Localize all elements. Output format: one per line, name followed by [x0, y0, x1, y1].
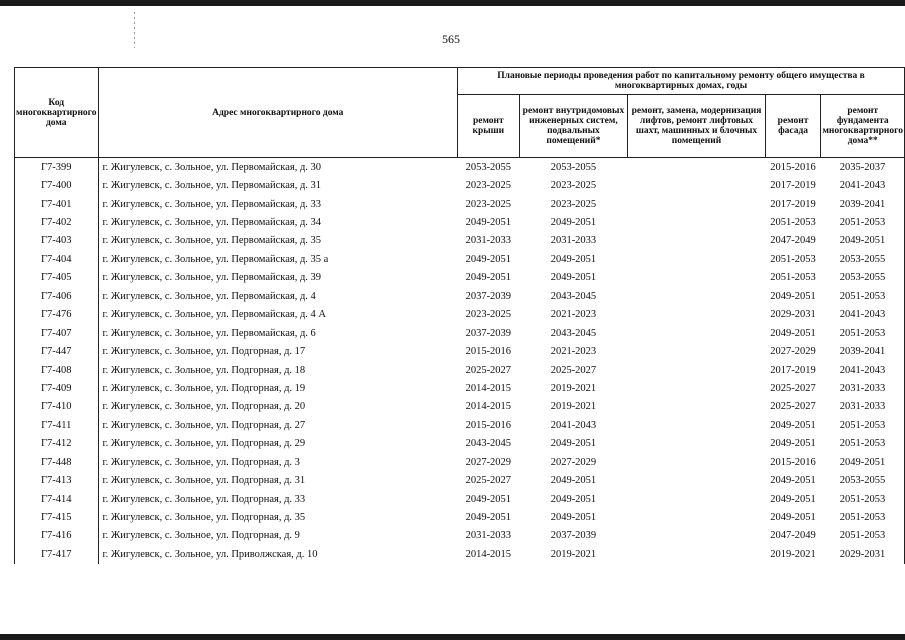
row-facade: 2049-2051	[770, 327, 816, 339]
header-lifts: ремонт, замена, модернизация лифтов, ремонт лифтовых шахт, машинных и блочных помещений	[628, 95, 765, 158]
row-lifts	[628, 176, 765, 194]
row-foundation: 2051-2053	[821, 490, 905, 508]
row-systems: 2019-2021	[550, 382, 597, 394]
table-row	[15, 269, 905, 287]
row-roof: 2023-2025	[465, 309, 512, 321]
row-code: Г7-408	[15, 361, 99, 379]
row-lifts	[628, 287, 765, 305]
row-address: г. Жигулевск, с. Зольное, ул. Подгорная, д. 33	[102, 493, 306, 505]
row-code: Г7-415	[15, 508, 99, 526]
row-foundation: 2049-2051	[821, 453, 905, 471]
row-roof: 2014-2015	[465, 382, 512, 394]
row-roof: 2053-2055	[465, 161, 512, 173]
row-roof: 2043-2045	[465, 438, 512, 450]
row-roof: 2049-2051	[465, 493, 512, 505]
row-systems: 2019-2021	[550, 401, 597, 413]
row-facade: 2025-2027	[770, 382, 816, 394]
row-roof: 2031-2033	[465, 235, 512, 247]
row-systems: 2023-2025	[550, 198, 597, 210]
row-foundation: 2041-2043	[821, 176, 905, 194]
row-code: Г7-401	[15, 195, 99, 213]
table-row	[15, 508, 905, 526]
table-row	[15, 398, 905, 416]
row-lifts	[628, 158, 765, 177]
row-facade: 2047-2049	[770, 530, 816, 542]
row-address: г. Жигулевск, с. Зольное, ул. Подгорная, д. 29	[102, 438, 306, 450]
row-facade: 2049-2051	[770, 419, 816, 431]
page-number: 565	[442, 32, 460, 46]
row-foundation: 2051-2053	[821, 213, 905, 231]
row-lifts	[628, 527, 765, 545]
row-roof: 2014-2015	[465, 401, 512, 413]
table-row	[15, 490, 905, 508]
row-code: Г7-402	[15, 213, 99, 231]
row-code: Г7-403	[15, 232, 99, 250]
row-foundation: 2029-2031	[821, 545, 905, 563]
row-address: г. Жигулевск, с. Зольное, ул. Первомайская, д. 31	[102, 180, 322, 192]
row-address: г. Жигулевск, с. Зольное, ул. Первомайская, д. 33	[102, 198, 322, 210]
row-address: г. Жигулевск, с. Зольное, ул. Первомайская, д. 4 А	[102, 309, 326, 321]
row-foundation: 2031-2033	[821, 398, 905, 416]
row-roof: 2031-2033	[465, 530, 512, 542]
row-systems: 2043-2045	[550, 290, 597, 302]
table-row	[15, 250, 905, 268]
row-address: г. Жигулевск, с. Зольное, ул. Подгорная, д. 31	[102, 475, 306, 487]
row-facade: 2029-2031	[770, 309, 816, 321]
row-facade: 2017-2019	[770, 364, 816, 376]
row-lifts	[628, 213, 765, 231]
scan-artifact-line	[134, 12, 135, 48]
row-foundation: 2041-2043	[821, 306, 905, 324]
row-lifts	[628, 306, 765, 324]
row-foundation: 2035-2037	[821, 158, 905, 177]
row-systems: 2049-2051	[550, 272, 597, 284]
row-systems: 2049-2051	[550, 217, 597, 229]
row-facade: 2047-2049	[770, 235, 816, 247]
row-foundation: 2041-2043	[821, 361, 905, 379]
header-address: Адрес многоквартирного дома	[98, 68, 458, 158]
row-code: Г7-404	[15, 250, 99, 268]
row-systems: 2021-2023	[550, 346, 597, 358]
table-row	[15, 361, 905, 379]
row-systems: 2049-2051	[550, 253, 597, 265]
table-row	[15, 342, 905, 360]
row-lifts	[628, 416, 765, 434]
row-systems: 2025-2027	[550, 364, 597, 376]
row-systems: 2031-2033	[550, 235, 597, 247]
table-row	[15, 232, 905, 250]
table-row	[15, 195, 905, 213]
row-foundation: 2053-2055	[821, 269, 905, 287]
row-systems: 2023-2025	[550, 180, 597, 192]
row-facade: 2049-2051	[770, 512, 816, 524]
row-roof: 2023-2025	[465, 180, 512, 192]
row-roof: 2023-2025	[465, 198, 512, 210]
table-row	[15, 453, 905, 471]
row-code: Г7-411	[15, 416, 99, 434]
row-foundation: 2053-2055	[821, 250, 905, 268]
table-row	[15, 471, 905, 489]
table-row	[15, 435, 905, 453]
row-foundation: 2053-2055	[821, 471, 905, 489]
row-foundation: 2031-2033	[821, 379, 905, 397]
row-facade: 2017-2019	[770, 198, 816, 210]
row-facade: 2017-2019	[770, 180, 816, 192]
row-address: г. Жигулевск, с. Зольное, ул. Подгорная, д. 19	[102, 382, 306, 394]
table-row	[15, 176, 905, 194]
row-roof: 2014-2015	[465, 548, 512, 560]
row-address: г. Жигулевск, с. Зольное, ул. Подгорная, д. 9	[102, 530, 300, 542]
header-facade: ремонт фасада	[765, 95, 821, 158]
table-row	[15, 416, 905, 434]
table-row	[15, 545, 905, 563]
row-roof: 2027-2029	[465, 456, 512, 468]
row-roof: 2049-2051	[465, 217, 512, 229]
row-address: г. Жигулевск, с. Зольное, ул. Подгорная, д. 17	[102, 346, 306, 358]
row-lifts	[628, 490, 765, 508]
row-roof: 2049-2051	[465, 272, 512, 284]
table-row	[15, 213, 905, 231]
table-row	[15, 379, 905, 397]
row-lifts	[628, 545, 765, 563]
row-code: Г7-399	[15, 158, 99, 177]
table-row	[15, 306, 905, 324]
row-lifts	[628, 324, 765, 342]
row-facade: 2027-2029	[770, 346, 816, 358]
row-lifts	[628, 342, 765, 360]
row-facade: 2049-2051	[770, 290, 816, 302]
row-foundation: 2051-2053	[821, 324, 905, 342]
header-foundation: ремонт фундамента многоквартирного дома**	[821, 95, 905, 158]
row-systems: 2049-2051	[550, 493, 597, 505]
row-address: г. Жигулевск, с. Зольное, ул. Первомайская, д. 39	[102, 272, 322, 284]
row-code: Г7-476	[15, 306, 99, 324]
row-foundation: 2051-2053	[821, 508, 905, 526]
row-facade: 2049-2051	[770, 438, 816, 450]
row-address: г. Жигулевск, с. Зольное, ул. Подгорная, д. 35	[102, 512, 306, 524]
row-code: Г7-409	[15, 379, 99, 397]
row-systems: 2049-2051	[550, 438, 597, 450]
row-address: г. Жигулевск, с. Зольное, ул. Подгорная, д. 27	[102, 419, 306, 431]
row-address: г. Жигулевск, с. Зольное, ул. Первомайская, д. 34	[102, 217, 322, 229]
row-address: г. Жигулевск, с. Зольное, ул. Приволжская, д. 10	[102, 548, 318, 560]
row-code: Г7-417	[15, 545, 99, 563]
row-address: г. Жигулевск, с. Зольное, ул. Первомайская, д. 6	[102, 327, 316, 339]
row-roof: 2015-2016	[465, 419, 512, 431]
row-lifts	[628, 269, 765, 287]
row-foundation: 2051-2053	[821, 527, 905, 545]
row-systems: 2041-2043	[550, 419, 597, 431]
row-code: Г7-412	[15, 435, 99, 453]
header-group: Плановые периоды проведения работ по капитальному ремонту общего имущества в многоквартирных домах, годы	[458, 68, 905, 95]
row-facade: 2049-2051	[770, 493, 816, 505]
row-foundation: 2039-2041	[821, 342, 905, 360]
row-code: Г7-416	[15, 527, 99, 545]
row-lifts	[628, 435, 765, 453]
row-lifts	[628, 250, 765, 268]
row-facade: 2051-2053	[770, 253, 816, 265]
row-facade: 2051-2053	[770, 272, 816, 284]
row-systems: 2049-2051	[550, 512, 597, 524]
row-facade: 2019-2021	[770, 548, 816, 560]
row-address: г. Жигулевск, с. Зольное, ул. Первомайская, д. 35	[102, 235, 322, 247]
table-row	[15, 527, 905, 545]
row-systems: 2053-2055	[550, 161, 597, 173]
row-lifts	[628, 195, 765, 213]
row-systems: 2019-2021	[550, 548, 597, 560]
row-systems: 2049-2051	[550, 475, 597, 487]
row-lifts	[628, 361, 765, 379]
row-code: Г7-400	[15, 176, 99, 194]
row-address: г. Жигулевск, с. Зольное, ул. Первомайская, д. 4	[102, 290, 316, 302]
table-row	[15, 324, 905, 342]
row-facade: 2015-2016	[770, 456, 816, 468]
row-roof: 2049-2051	[465, 253, 512, 265]
header-systems: ремонт внутридомовых инженерных систем, подвальных помещений*	[519, 95, 628, 158]
row-roof: 2025-2027	[465, 475, 512, 487]
header-roof: ремонт крыши	[458, 95, 520, 158]
row-lifts	[628, 508, 765, 526]
row-facade: 2015-2016	[770, 161, 816, 173]
row-systems: 2027-2029	[550, 456, 597, 468]
row-address: г. Жигулевск, с. Зольное, ул. Подгорная, д. 18	[102, 364, 306, 376]
row-systems: 2021-2023	[550, 309, 597, 321]
row-address: г. Жигулевск, с. Зольное, ул. Первомайская, д. 35 а	[102, 253, 329, 265]
row-foundation: 2051-2053	[821, 416, 905, 434]
row-code: Г7-414	[15, 490, 99, 508]
row-facade: 2025-2027	[770, 401, 816, 413]
row-code: Г7-406	[15, 287, 99, 305]
row-code: Г7-447	[15, 342, 99, 360]
row-systems: 2043-2045	[550, 327, 597, 339]
row-roof: 2037-2039	[465, 327, 512, 339]
row-lifts	[628, 379, 765, 397]
row-lifts	[628, 232, 765, 250]
row-code: Г7-413	[15, 471, 99, 489]
row-address: г. Жигулевск, с. Зольное, ул. Подгорная, д. 20	[102, 401, 306, 413]
row-address: г. Жигулевск, с. Зольное, ул. Первомайская, д. 30	[102, 161, 322, 173]
table-row	[15, 287, 905, 305]
row-facade: 2051-2053	[770, 217, 816, 229]
row-code: Г7-407	[15, 324, 99, 342]
header-code: Код многоквартирного дома	[15, 68, 99, 158]
capital-repair-table	[14, 67, 905, 564]
bottom-border-bar	[0, 634, 905, 640]
table-row	[15, 158, 905, 177]
row-address: г. Жигулевск, с. Зольное, ул. Подгорная, д. 3	[102, 456, 300, 468]
row-lifts	[628, 398, 765, 416]
row-foundation: 2051-2053	[821, 435, 905, 453]
row-foundation: 2051-2053	[821, 287, 905, 305]
row-systems: 2037-2039	[550, 530, 597, 542]
row-roof: 2025-2027	[465, 364, 512, 376]
row-code: Г7-448	[15, 453, 99, 471]
row-roof: 2037-2039	[465, 290, 512, 302]
row-foundation: 2049-2051	[821, 232, 905, 250]
row-code: Г7-410	[15, 398, 99, 416]
row-roof: 2049-2051	[465, 512, 512, 524]
row-lifts	[628, 453, 765, 471]
row-code: Г7-405	[15, 269, 99, 287]
row-roof: 2015-2016	[465, 346, 512, 358]
row-lifts	[628, 471, 765, 489]
top-border-bar	[0, 0, 905, 6]
row-facade: 2049-2051	[770, 475, 816, 487]
row-foundation: 2039-2041	[821, 195, 905, 213]
